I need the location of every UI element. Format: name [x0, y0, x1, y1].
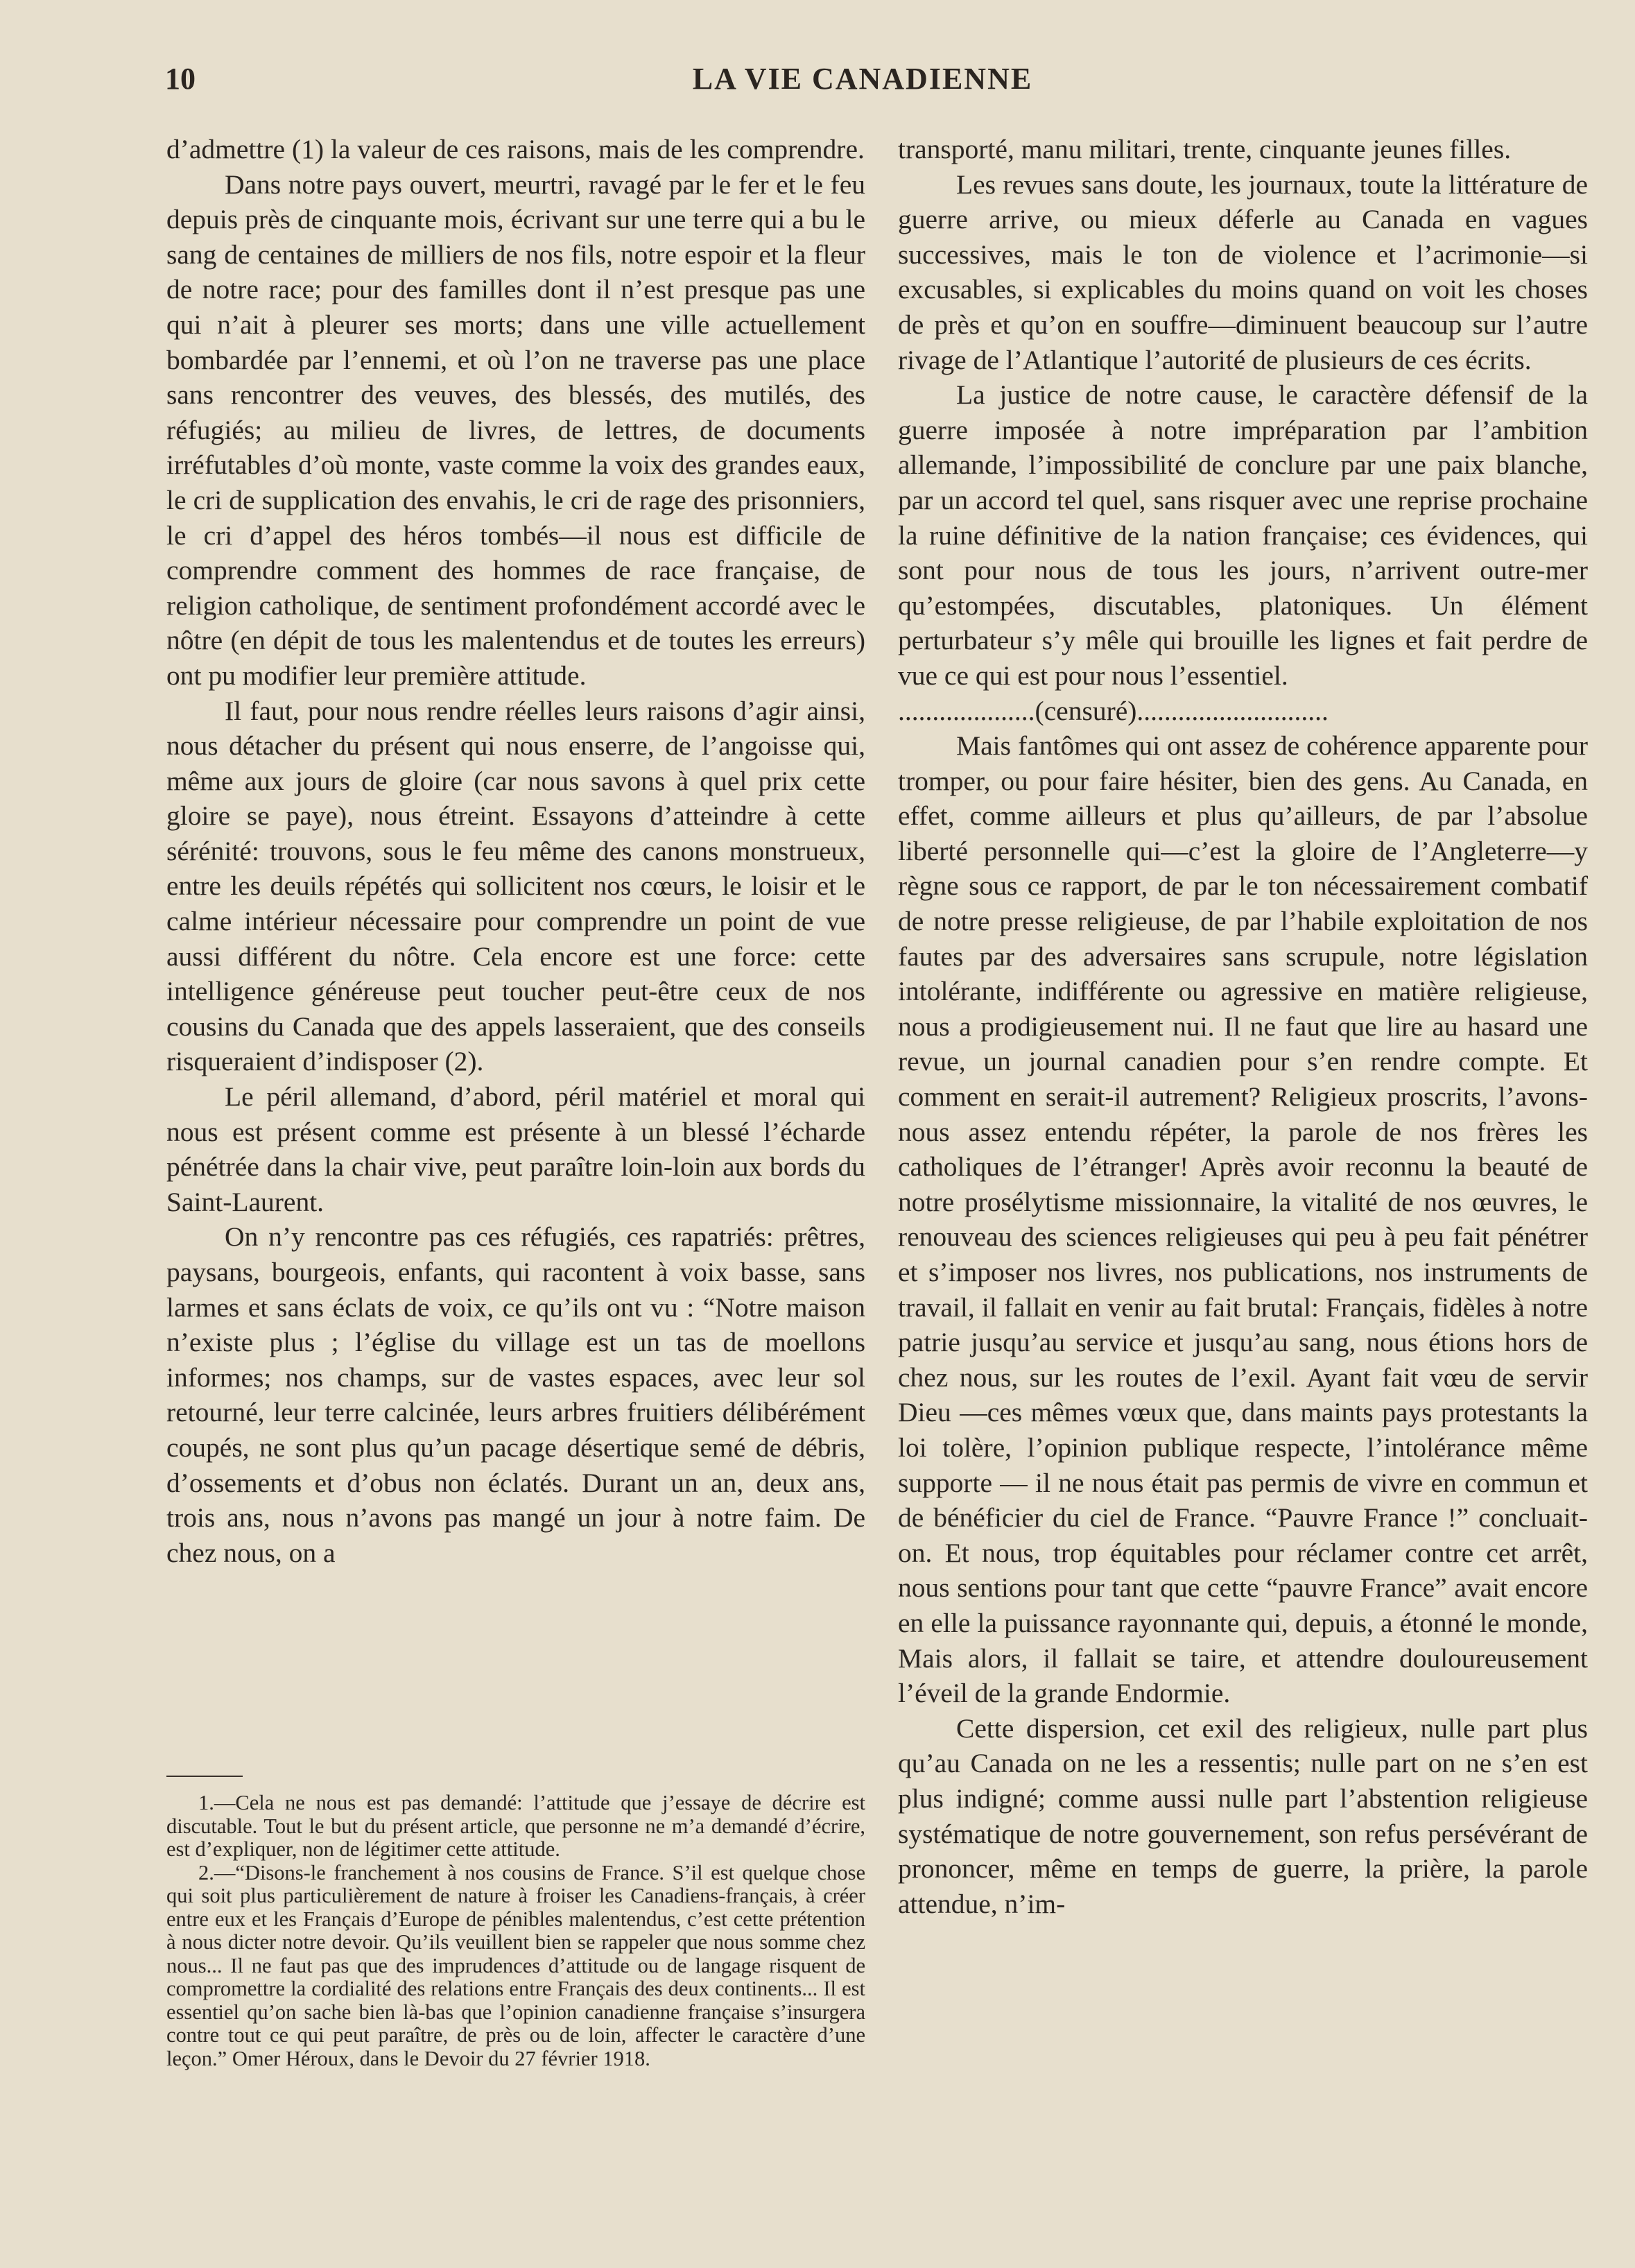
running-title: LA VIE CANADIENNE	[692, 62, 1033, 96]
right-paragraph-4: Mais fantômes qui ont assez de cohérence apparente pour tromper, ou pour faire hésiter, bien des gens. Au Canada, en effet, comme ailleurs et plus qu’ailleurs, de par l’absolue liberté personnelle qui—c’est la gloire de l’Angleterre—y règne sous ce rapport, de par le ton nécessairement combatif de notre presse religieuse, de par l’habile exploitation de nos fautes par des adversaires sans scrupule, notre législation intolérante, indifférente ou agressive en matière religieuse, nous a prodigieusement nui. Il ne faut que lire au hasard une revue, un journal canadien pour s’en rendre compte. Et comment en serait-il autrement? Religieux proscrits, l’avons-nous assez entendu répéter, la parole de nos frères les catholiques de l’étranger! Après avoir reconnu la beauté de notre prosélytisme missionnaire, la vitalité de nos œuvres, le renouveau des sciences religieuses qui peu à peu fait pénétrer et s’imposer nos livres, nos publications, nos instruments de travail, il fallait en venir au fait brutal: Français, fidèles à notre patrie jusqu’au service et jusqu’au sang, nous étions hors de chez nous, sur les routes de l’exil. Ayant fait vœu de servir Dieu —ces mêmes vœux que, dans maints pays protestants la loi tolère, l’opinion publique respecte, l’intolérance même supporte — il ne nous était pas permis de vivre en commun et de bénéficier du ciel de France. “Pauvre France !” concluait-on. Et nous, trop équitables pour réclamer contre cet arrêt, nous sentions pour tant que cette “pauvre France” avait encore en elle la puissance rayonnante qui, depuis, a étonné le monde, Mais alors, il fallait se taire, et attendre douloureusement l’éveil de la grande Endormie.	[898, 730, 1588, 1709]
footnote-rule	[166, 1776, 243, 1777]
right-paragraph-2: Les revues sans doute, les journaux, toute la littérature de guerre arrive, ou mieux déferle au Canada en vagues successives, mais le ton de violence et l’acrimonie—si excusables, si explicables du moins quand on voit les choses de près et qu’on en souffre—diminuent beaucoup sur l’autre rivage de l’Atlantique l’autorité de plusieurs de ces écrits.	[898, 169, 1588, 375]
right-column	[898, 132, 1588, 1921]
left-paragraph-2: Dans notre pays ouvert, meurtri, ravagé par le fer et le feu depuis près de cinquante mois, écrivant sur une terre qui a bu le sang de centaines de milliers de nos fils, notre espoir et la fleur de notre race; pour des familles dont il n’est presque pas une qui n’ait à pleurer ses morts; dans une ville actuellement bombardée par l’ennemi, et où l’on ne traverse pas une place sans rencontrer des veuves, des blessés, des mutilés, des réfugiés; au milieu de livres, de lettres, de documents irréfutables d’où monte, vaste comme la voix des grandes eaux, le cri de supplication des envahis, le cri de rage des prisonniers, le cri d’appel des héros tombés—il nous est difficile de comprendre comment des hommes de race française, de religion catholique, de sentiment profondément accordé avec le nôtre (en dépit de tous les malentendus et de toutes les erreurs) ont pu modifier leur première attitude.	[166, 169, 865, 691]
right-paragraph-5: Cette dispersion, cet exil des religieux, nulle part plus qu’au Canada on ne les a ressentis; nulle part on ne s’en est plus indigné; comme aussi nulle part l’abstention religieuse systématique de notre gouvernement, son refus persévérant de prononcer, même en temps de guerre, la prière, la parole attendue, n’im-	[898, 1712, 1588, 1919]
left-paragraph-4: Le péril allemand, d’abord, péril matériel et moral qui nous est présent comme est présente à un blessé l’écharde pénétrée dans la chair vive, peut paraître loin-loin aux bords du Saint-Laurent.	[166, 1081, 865, 1217]
left-paragraph-3: Il faut, pour nous rendre réelles leurs raisons d’agir ainsi, nous détacher du présent qui nous enserre, de l’angoisse qui, même aux jours de gloire (car nous savons à quel prix cette gloire se paye), nous étreint. Essayons d’atteindre à cette sérénité: trouvons, sous le feu même des canons monstrueux, entre les deuils répétés qui sollicitent nos cœurs, le loisir et le calme intérieur nécessaire pour comprendre un point de vue aussi différent du nôtre. Cela encore est une force: cette intelligence généreuse peut toucher peut-être ceux de nos cousins du Canada que des appels lasseraient, que des conseils risqueraient d’indisposer (2).	[166, 695, 865, 1077]
page-header	[165, 61, 1560, 103]
censored-line: ....................(censuré)............................	[898, 695, 1329, 726]
footnotes	[166, 1792, 865, 2070]
right-paragraph-1: transporté, manu militari, trente, cinquante jeunes filles.	[898, 134, 1512, 164]
footnote-2: 2.—“Disons-le franchement à nos cousins de France. S’il est quelque chose qui soit plus particulièrement de nature à froiser les Canadiens-français, à créer entre eux et les Français d’Europe de pénibles malentendus, c’est cette prétention à nous dicter notre devoir. Qu’ils veuillent bien se rappeler que nous somme chez nous... Il ne faut pas que des imprudences d’attitude ou de langage risquent de compromettre la cordialité des relations entre Français des deux continents... Il est essentiel qu’on sache bien là-bas que l’opinion canadienne française s’insurgera contre tout ce qui peut paraître, de près ou de loin, affecter le caractère d’une leçon.” Omer Héroux, dans le Devoir du 27 février 1918.	[166, 1860, 865, 2070]
left-paragraph-5: On n’y rencontre pas ces réfugiés, ces rapatriés: prêtres, paysans, bourgeois, enfants, qui racontent à voix basse, sans larmes et sans éclats de voix, ce qu’ils ont vu : “Notre maison n’existe plus ; l’église du village est un tas de moellons informes; nos champs, sur de vastes espaces, avec leur sol retourné, leur terre calcinée, leurs arbres fruitiers délibérément coupés, ne sont plus qu’un pacage désertique semé de débris, d’ossements et d’obus non éclatés. Durant un an, deux ans, trois ans, nous n’avons pas mangé un jour à notre faim. De chez nous, on a	[166, 1221, 865, 1568]
page-number: 10	[165, 62, 196, 96]
left-paragraph-1: d’admettre (1) la valeur de ces raisons, mais de les comprendre.	[166, 134, 865, 164]
footnote-1: 1.—Cela ne nous est pas demandé: l’attitude que j’essaye de décrire est discutable. Tout le but du présent article, que personne ne m’a demandé d’écrire, est d’expliquer, non de légitimer cette attitude.	[166, 1791, 865, 1861]
right-paragraph-3: La justice de notre cause, le caractère défensif de la guerre imposée à notre impréparation par l’ambition allemande, l’impossibilité de conclure par une paix blanche, par un accord tel quel, sans risquer avec une reprise prochaine la ruine définitive de la nation française; ces évidences, qui sont pour nous de tous les jours, n’arrivent outre-mer qu’estompées, discutables, platoniques. Un élément perturbateur s’y mêle qui brouille les lignes et fait perdre de vue ce qui est pour nous l’essentiel.	[898, 379, 1588, 691]
left-column	[166, 132, 865, 1570]
